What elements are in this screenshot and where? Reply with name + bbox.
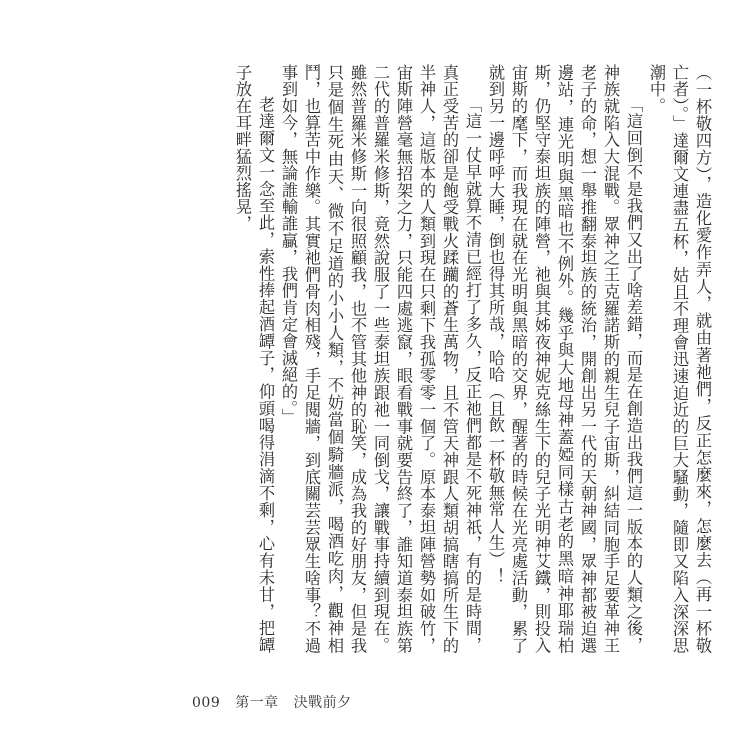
paragraph-2: 「這回倒不是我們又出了啥差錯，而是在創造出我們這一版本的人類之後，神族就陷入大混戰。眾神之王克羅諾斯的親生兒子宙斯，糾結同胞手足要革神王老子的命，想一舉推翻泰坦族的統治，開創出另一代的天朝神國，眾神都被迫選邊站，連光明與黑暗也不例外。幾乎與大地母神蓋婭同樣古老的黑暗神耶瑞柏斯，仍堅守泰坦族的陣營，祂與其姊夜神妮克絲生下的兒子光明神艾鐵，則投入宙斯的麾下，而我現在就在光明與黑暗的交界，醒著的時候在光亮處活動，累了就到另一邊呼呼大睡，倒也得其所哉，哈哈（且飲一杯敬無常人生）！ [486,64,643,654]
paragraph-4: 老達爾文一念至此，索性捧起酒罈子，仰頭喝得涓滴不剩，心有未甘，把罈子放在耳畔猛烈搖晃， [233,64,275,654]
chapter-label: 第一章 [235,695,279,711]
page-number: 009 [192,695,221,711]
paragraph-1: （一杯敬四方），造化愛作弄人，就由著祂們，反正怎麼來，怎麼去（再一杯敬亡者）。」達爾文連盡五杯，姑且不理會迅速迫近的巨大騷動，隨即又陷入深深思潮中。 [647,64,712,654]
page-footer [192,692,362,712]
vertical-text-body [162,64,714,654]
paragraph-3: 「這一仗早就算不清已經打了多久，反正祂們都是不死神祇，有的是時間，真正受苦的卻是飽受戰火蹂躪的蒼生萬物，且不管天神跟人類胡搞瞎搞所生下的半神人，這版本的人類到現在只剩下我孤零零一個了。原本泰坦陣營勢如破竹，宙斯陣營毫無招架之力，只能四處逃竄，眼看戰事就要告終了，誰知道泰坦族第二代的普羅米修斯，竟然說服了一些泰坦族跟祂一同倒戈，讓戰事持續到現在。雖然普羅米修斯一向很照顧我，也不管其他神的恥笑，成為我的好朋友，但是我只是個生死由天、微不足道的小小人類，不妨當個騎牆派，喝酒吃肉，觀神相鬥，也算苦中作樂。其實祂們骨肉相殘，手足閱牆，到底關芸芸眾生啥事？不過事到如今，無論誰輸誰贏，我們肯定會滅絕的。」 [279,64,482,654]
chapter-title: 決戰前夕 [293,695,352,711]
